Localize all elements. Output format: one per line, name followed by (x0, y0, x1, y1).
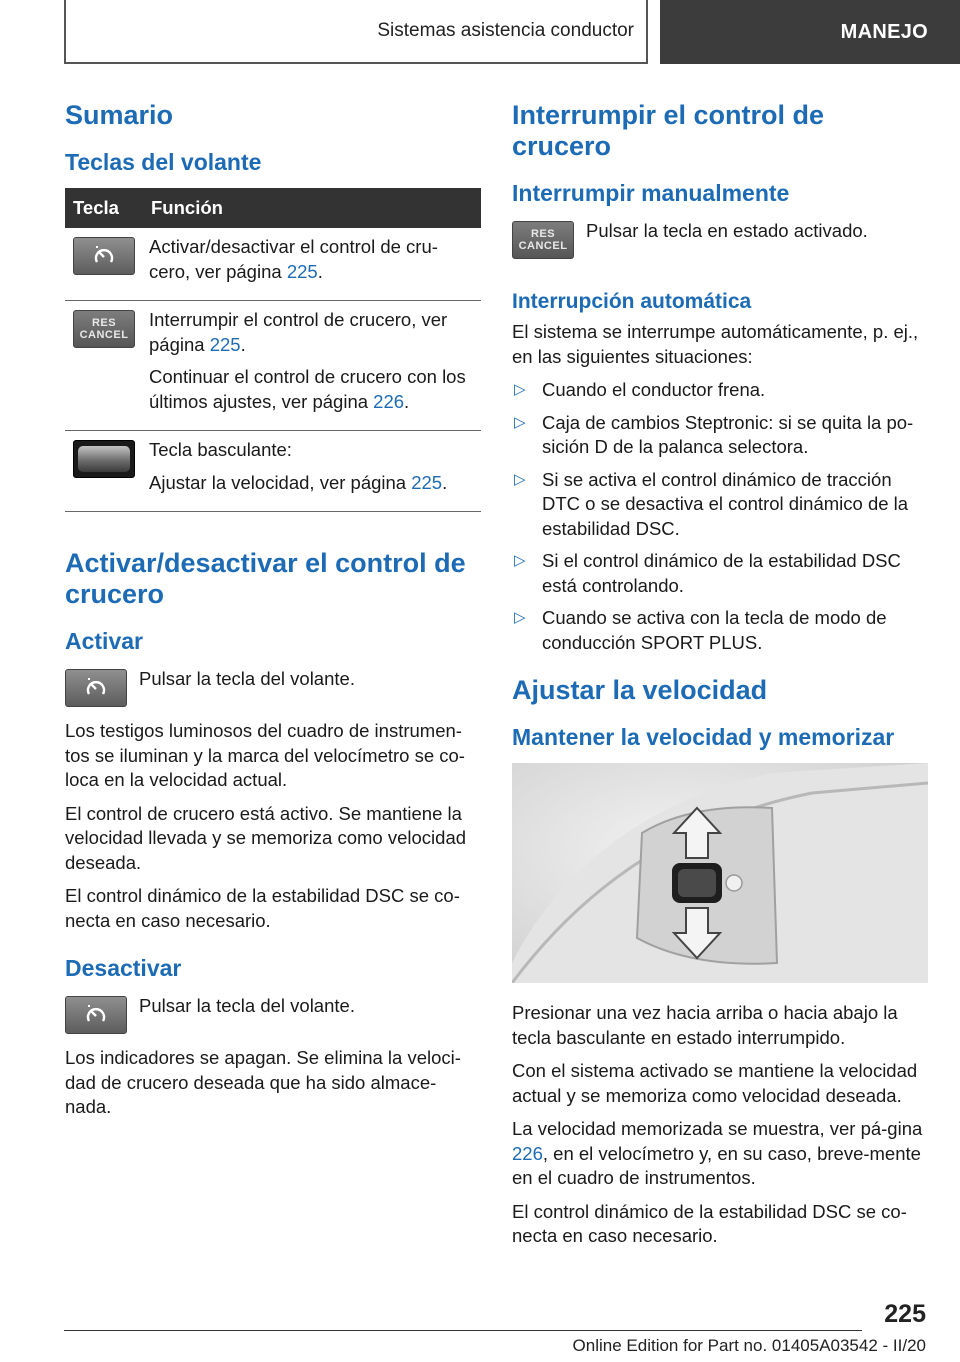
table-header-row (65, 188, 481, 228)
page-link[interactable]: 225 (411, 471, 443, 493)
paragraph: El control de crucero está activo. Se mantiene la velocidad llevada y se memoriza como velocidad deseada. (65, 802, 467, 873)
right-column (512, 100, 928, 1258)
heading-ajustar-velocidad: Ajustar la velocidad (512, 675, 768, 705)
res-cancel-key-icon: RES CANCEL (73, 310, 135, 348)
manual-key-row (512, 219, 928, 259)
paragraph: Presionar una vez hacia arriba o hacia abajo la tecla basculante en estado interrumpido. (512, 1002, 898, 1048)
function-text: Ajustar la velocidad, ver página 225. (149, 471, 448, 493)
page-number: 225 (884, 1300, 926, 1328)
footer-edition: Online Edition for Part no. 01405A03542 - II/20 (572, 1336, 926, 1355)
cruise-control-key-icon (65, 996, 127, 1034)
deactivate-key-text: Pulsar la tecla del volante. (139, 995, 355, 1016)
paragraph: El sistema se interrumpe automáticamente, p. ej., en las siguientes situaciones: (512, 321, 919, 367)
table-row (65, 431, 481, 512)
page-link[interactable]: 226 (373, 390, 405, 412)
heading-sumario: Sumario (65, 100, 174, 130)
cruise-control-key-icon (73, 237, 135, 275)
heading-activar: Activar (65, 628, 143, 654)
heading-interrumpir: Interrumpir el control de crucero (512, 100, 825, 161)
list-item: ▷ Cuando el conductor frena. (514, 379, 766, 400)
steering-wheel-rocker-image (512, 763, 928, 983)
paragraph: Con el sistema activado se mantiene la velocidad actual y se memoriza como velocidad deseada. (512, 1060, 918, 1106)
list-item: ▷ Caja de cambios Steptronic: si se quita la po-sición D de la palanca selectora. (514, 411, 914, 457)
list-item: ▷ Cuando se activa con la tecla de modo de conducción SPORT PLUS. (514, 607, 887, 653)
list-item: ▷ Si se activa el control dinámico de tracción DTC o se desactiva el control dinámico de la estabilidad DSC. (514, 468, 909, 539)
auto-interrupt-list (512, 378, 928, 655)
function-text: Activar/desactivar el control de cru-cero, ver página 225. (149, 236, 438, 282)
heading-mantener-velocidad: Mantener la velocidad y memorizar (512, 724, 895, 750)
manual-key-text: Pulsar la tecla en estado activado. (586, 220, 868, 241)
heading-desactivar: Desactivar (65, 955, 182, 981)
header-chapter-title: MANEJO (840, 20, 928, 43)
function-text: Continuar el control de crucero con los últimos ajustes, ver página 226. (149, 366, 466, 412)
heading-activar-desactivar: Activar/desactivar el control de crucero (65, 548, 466, 609)
function-text: Interrumpir el control de crucero, ver página 225. (149, 309, 448, 355)
keys-table (65, 188, 481, 512)
table-row (65, 301, 481, 431)
list-item: ▷ Si el control dinámico de la estabilidad DSC está controlando. (514, 550, 901, 596)
header-section-tab (64, 0, 648, 64)
footer-divider (64, 1330, 862, 1331)
paragraph: El control dinámico de la estabilidad DSC se co-necta en caso necesario. (512, 1200, 907, 1246)
paragraph: La velocidad memorizada se muestra, ver pá-gina 226, en el velocímetro y, en su caso, breve-mente en el cuadro de instrumentos. (512, 1118, 923, 1188)
table-row (65, 228, 481, 301)
heading-interrupcion-automatica: Interrupción automática (512, 290, 752, 313)
paragraph: El control dinámico de la estabilidad DSC se co-necta en caso necesario. (65, 885, 460, 931)
activate-key-row (65, 667, 481, 707)
header-section-title: Sistemas asistencia conductor (377, 20, 634, 41)
paragraph: Los testigos luminosos del cuadro de instrumen-tos se iluminan y la marca del velocímetro se co-loca en la velocidad actual. (65, 720, 465, 790)
activate-key-text: Pulsar la tecla del volante. (139, 668, 355, 689)
heading-interrumpir-manual: Interrumpir manualmente (512, 180, 790, 206)
cruise-control-key-icon (65, 669, 127, 707)
page-link[interactable]: 226 (512, 1142, 543, 1164)
left-column (65, 100, 481, 1129)
table-header-function: Función (143, 188, 481, 228)
page-link[interactable]: 225 (209, 333, 241, 355)
page-link[interactable]: 225 (286, 260, 318, 282)
header-chapter-tab (660, 0, 960, 64)
table-header-key: Tecla (65, 188, 143, 228)
heading-teclas-volante: Teclas del volante (65, 149, 262, 175)
deactivate-key-row (65, 994, 481, 1034)
rocker-switch-icon (73, 440, 135, 478)
function-text: Tecla basculante: (149, 439, 292, 460)
paragraph: Los indicadores se apagan. Se elimina la veloci-dad de crucero deseada que ha sido almace-nada. (65, 1047, 461, 1117)
res-cancel-key-icon: RES CANCEL (512, 221, 574, 259)
